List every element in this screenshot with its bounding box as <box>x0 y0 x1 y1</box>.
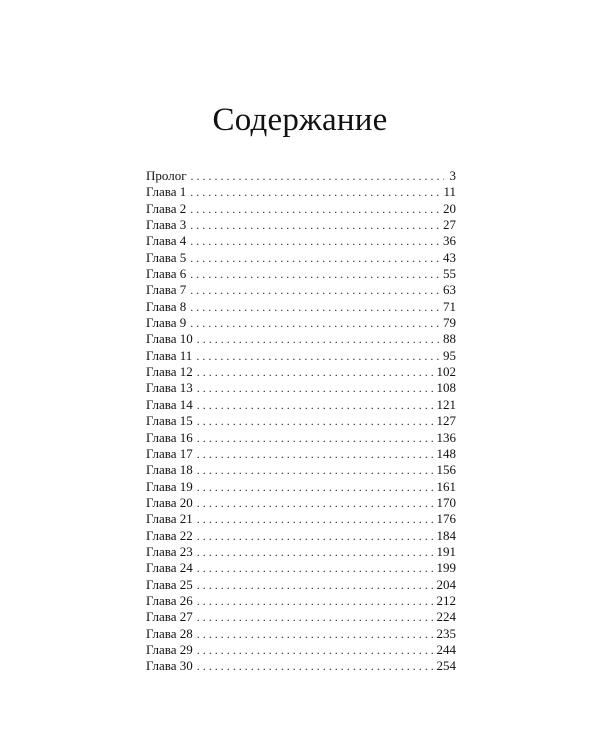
toc-entry-page-number: 176 <box>436 511 456 527</box>
toc-dot-leader <box>197 593 435 609</box>
toc-entry-page-number: 244 <box>436 641 456 657</box>
toc-entry <box>146 642 456 658</box>
toc-dot-leader <box>197 658 435 674</box>
toc-dot-leader <box>190 266 441 282</box>
toc-entry <box>146 593 456 609</box>
toc-entry <box>146 397 456 413</box>
toc-dot-leader <box>197 397 435 413</box>
toc-entry-label: Глава 26 <box>146 592 193 608</box>
toc-dot-leader <box>197 544 435 560</box>
toc-entry-label: Глава 22 <box>146 527 193 543</box>
toc-entry <box>146 560 456 576</box>
toc-dot-leader <box>190 282 441 298</box>
toc-entry-page-number: 11 <box>443 184 456 200</box>
toc-entry <box>146 495 456 511</box>
toc-entry <box>146 511 456 527</box>
toc-entry-page-number: 3 <box>449 168 456 183</box>
toc-dot-leader <box>190 299 441 315</box>
toc-dot-leader <box>190 217 441 233</box>
toc-entry-label: Глава 11 <box>146 347 193 363</box>
toc-entry-page-number: 27 <box>443 217 456 233</box>
toc-dot-leader <box>197 380 435 396</box>
toc-dot-leader <box>190 250 441 266</box>
toc-entry-label: Глава 25 <box>146 576 193 592</box>
toc-entry-label: Глава 15 <box>146 413 193 429</box>
toc-entry-label: Глава 29 <box>146 641 193 657</box>
toc-dot-leader <box>197 413 435 429</box>
toc-entry-label: Глава 9 <box>146 315 187 331</box>
table-of-contents <box>146 168 456 675</box>
toc-entry-page-number: 254 <box>436 658 456 674</box>
toc-entry-page-number: 184 <box>436 527 456 543</box>
toc-dot-leader <box>197 560 435 576</box>
toc-entry <box>146 266 456 282</box>
toc-dot-leader <box>197 479 435 495</box>
toc-entry-label: Глава 18 <box>146 462 193 478</box>
page-title: Содержание <box>212 102 388 138</box>
toc-entry-page-number: 71 <box>443 298 456 314</box>
toc-dot-leader <box>197 577 435 593</box>
toc-entry <box>146 446 456 462</box>
toc-entry-label: Глава 2 <box>146 200 187 216</box>
toc-entry-label: Глава 16 <box>146 429 193 445</box>
toc-entry <box>146 184 456 200</box>
toc-entry-label: Глава 20 <box>146 494 193 510</box>
toc-entry-page-number: 88 <box>443 331 456 347</box>
toc-dot-leader <box>197 511 435 527</box>
toc-entry <box>146 250 456 266</box>
toc-entry <box>146 479 456 495</box>
toc-entry <box>146 364 456 380</box>
toc-entry-label: Глава 19 <box>146 478 193 494</box>
toc-dot-leader <box>197 495 435 511</box>
toc-entry-label: Глава 5 <box>146 249 187 265</box>
toc-dot-leader <box>197 642 435 658</box>
toc-dot-leader <box>197 331 441 347</box>
toc-entry-label: Глава 13 <box>146 380 193 396</box>
toc-entry-label: Глава 10 <box>146 331 193 347</box>
toc-entry-label: Глава 23 <box>146 543 193 559</box>
toc-entry-page-number: 95 <box>443 347 456 363</box>
toc-entry-page-number: 199 <box>436 560 456 576</box>
toc-entry <box>146 430 456 446</box>
toc-entry <box>146 609 456 625</box>
toc-entry <box>146 217 456 233</box>
toc-entry-page-number: 148 <box>436 445 456 461</box>
toc-entry-label: Глава 12 <box>146 364 193 380</box>
toc-entry <box>146 658 456 674</box>
toc-dot-leader <box>190 201 441 217</box>
toc-dot-leader <box>197 626 435 642</box>
toc-dot-leader <box>197 446 435 462</box>
toc-entry <box>146 315 456 331</box>
toc-entry <box>146 380 456 396</box>
toc-entry-label: Глава 21 <box>146 511 193 527</box>
toc-entry-page-number: 102 <box>436 364 456 380</box>
toc-entry-page-number: 55 <box>443 266 456 282</box>
toc-entry-label: Глава 1 <box>146 184 187 200</box>
toc-entry-page-number: 212 <box>436 592 456 608</box>
toc-entry-page-number: 20 <box>443 200 456 216</box>
toc-dot-leader <box>197 430 435 446</box>
toc-entry-label: Глава 28 <box>146 625 193 641</box>
toc-entry-page-number: 108 <box>436 380 456 396</box>
toc-dot-leader <box>190 315 441 331</box>
toc-entry <box>146 299 456 315</box>
toc-entry <box>146 282 456 298</box>
toc-entry-page-number: 127 <box>436 413 456 429</box>
toc-dot-leader <box>197 528 435 544</box>
toc-dot-leader <box>190 184 441 200</box>
toc-dot-leader <box>197 609 435 625</box>
toc-entry <box>146 168 456 184</box>
toc-entry-label: Глава 14 <box>146 396 193 412</box>
toc-entry-page-number: 121 <box>436 396 456 412</box>
toc-dot-leader <box>197 364 435 380</box>
toc-entry <box>146 544 456 560</box>
toc-entry-page-number: 235 <box>436 625 456 641</box>
toc-dot-leader <box>197 462 435 478</box>
toc-entry-label: Пролог <box>146 168 187 183</box>
toc-entry-page-number: 191 <box>436 543 456 559</box>
toc-entry <box>146 413 456 429</box>
toc-dot-leader <box>190 233 441 249</box>
toc-entry-label: Глава 27 <box>146 609 193 625</box>
toc-entry-page-number: 63 <box>443 282 456 298</box>
toc-entry <box>146 201 456 217</box>
toc-entry-page-number: 170 <box>436 494 456 510</box>
toc-entry-label: Глава 30 <box>146 658 193 674</box>
toc-entry-page-number: 161 <box>436 478 456 494</box>
toc-entry <box>146 577 456 593</box>
toc-entry-page-number: 136 <box>436 429 456 445</box>
toc-dot-leader <box>196 348 441 364</box>
toc-entry-page-number: 36 <box>443 233 456 249</box>
toc-entry-label: Глава 6 <box>146 266 187 282</box>
toc-entry-label: Глава 17 <box>146 445 193 461</box>
toc-entry-label: Глава 7 <box>146 282 187 298</box>
toc-entry-page-number: 43 <box>443 249 456 265</box>
toc-entry-label: Глава 4 <box>146 233 187 249</box>
toc-entry <box>146 626 456 642</box>
toc-entry <box>146 331 456 347</box>
toc-entry-page-number: 79 <box>443 315 456 331</box>
toc-entry-page-number: 224 <box>436 609 456 625</box>
toc-entry-page-number: 204 <box>436 576 456 592</box>
toc-entry <box>146 462 456 478</box>
toc-entry-label: Глава 24 <box>146 560 193 576</box>
toc-entry-label: Глава 3 <box>146 217 187 233</box>
toc-entry-label: Глава 8 <box>146 298 187 314</box>
toc-entry-page-number: 156 <box>436 462 456 478</box>
toc-dot-leader <box>191 168 444 184</box>
toc-entry <box>146 528 456 544</box>
toc-entry <box>146 233 456 249</box>
toc-entry <box>146 348 456 364</box>
